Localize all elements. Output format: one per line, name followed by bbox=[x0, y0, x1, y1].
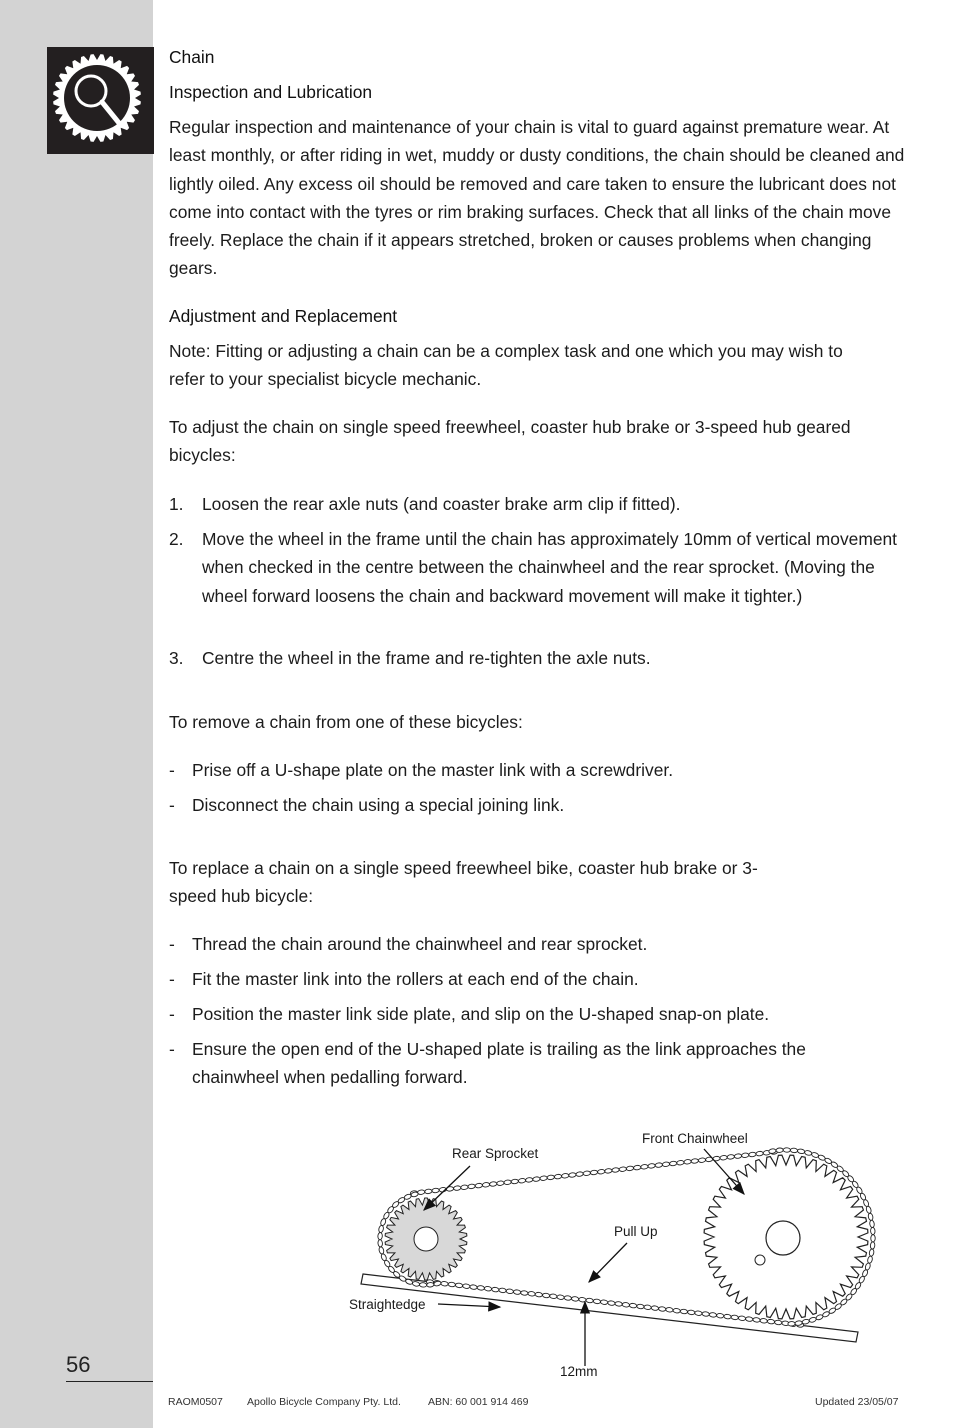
list-text: Prise off a U-shape plate on the master link with a screwdriver. bbox=[192, 760, 674, 780]
list-number: 3. bbox=[169, 648, 184, 668]
front-chainwheel bbox=[704, 1155, 868, 1319]
list-text: Centre the wheel in the frame and re-tighten the axle nuts. bbox=[202, 648, 651, 668]
label-12mm: 12mm bbox=[560, 1364, 598, 1379]
list-text: Thread the chain around the chainwheel and rear sprocket. bbox=[192, 934, 648, 954]
list-text: Fit the master link into the rollers at each end of the chain. bbox=[192, 969, 639, 989]
list-bullet: - bbox=[169, 1004, 175, 1024]
magnifier-in-gear-icon bbox=[47, 47, 154, 154]
rear-sprocket bbox=[385, 1198, 467, 1280]
list-bullet: - bbox=[169, 1039, 175, 1059]
chain-diagram bbox=[330, 1120, 890, 1385]
list-text: Loosen the rear axle nuts (and coaster brake arm clip if fitted). bbox=[202, 494, 681, 514]
adjust-intro: To adjust the chain on single speed freewheel, coaster hub brake or 3-speed hub geared bicycles: bbox=[169, 417, 851, 466]
replace-intro: To replace a chain on a single speed freewheel bike, coaster hub brake or 3-speed hub bicycle: bbox=[169, 858, 758, 907]
page-number: 56 bbox=[66, 1352, 91, 1377]
inspection-paragraph: Regular inspection and maintenance of your chain is vital to guard against premature wear. At least monthly, or after riding in wet, muddy or dusty conditions, the chain should be cleaned and lightly oiled. Any excess oil should be removed and care taken to ensure the lubricant does not come into contact with the tyres or rim braking surfaces. Check that all links of the chain move freely. Replace the chain if it appears stretched, broken or causes problems when changing gears. bbox=[169, 117, 905, 279]
label-rear-sprocket: Rear Sprocket bbox=[452, 1146, 539, 1161]
section-title: Chain bbox=[169, 47, 215, 67]
list-text: Position the master link side plate, and slip on the U-shaped snap-on plate. bbox=[192, 1004, 770, 1024]
list-number: 2. bbox=[169, 529, 184, 549]
remove-intro: To remove a chain from one of these bicycles: bbox=[169, 712, 523, 732]
note-paragraph: Note: Fitting or adjusting a chain can be a complex task and one which you may wish to refer to your specialist bicycle mechanic. bbox=[169, 341, 843, 390]
footer-code: RAOM0507 bbox=[168, 1396, 223, 1408]
label-front-chainwheel: Front Chainwheel bbox=[642, 1131, 748, 1146]
list-bullet: - bbox=[169, 934, 175, 954]
section-badge bbox=[47, 47, 154, 154]
chain-diagram-drawing bbox=[330, 1120, 890, 1385]
footer-updated: Updated 23/05/07 bbox=[815, 1396, 899, 1408]
footer-company: Apollo Bicycle Company Pty. Ltd. bbox=[247, 1396, 401, 1408]
list-bullet: - bbox=[169, 795, 175, 815]
sidebar bbox=[0, 0, 153, 1428]
list-bullet: - bbox=[169, 760, 175, 780]
label-straightedge: Straightedge bbox=[349, 1297, 426, 1312]
list-text: Move the wheel in the frame until the chain has approximately 10mm of vertical movement when checked in the centre between the chainwheel and the rear sprocket. (Moving the wheel forward loosens the chain and backward movement will make it tighter.) bbox=[202, 529, 897, 606]
label-pull-up: Pull Up bbox=[614, 1224, 658, 1239]
footer-abn: ABN: 60 001 914 469 bbox=[428, 1396, 529, 1408]
list-bullet: - bbox=[169, 969, 175, 989]
subtitle-inspection: Inspection and Lubrication bbox=[169, 82, 373, 102]
page-number-rule bbox=[66, 1381, 153, 1382]
list-text: Disconnect the chain using a special joining link. bbox=[192, 795, 565, 815]
subtitle-adjustment: Adjustment and Replacement bbox=[169, 306, 398, 326]
list-number: 1. bbox=[169, 494, 184, 514]
list-text: Ensure the open end of the U-shaped plate is trailing as the link approaches the chainwheel when pedalling forward. bbox=[192, 1039, 806, 1088]
